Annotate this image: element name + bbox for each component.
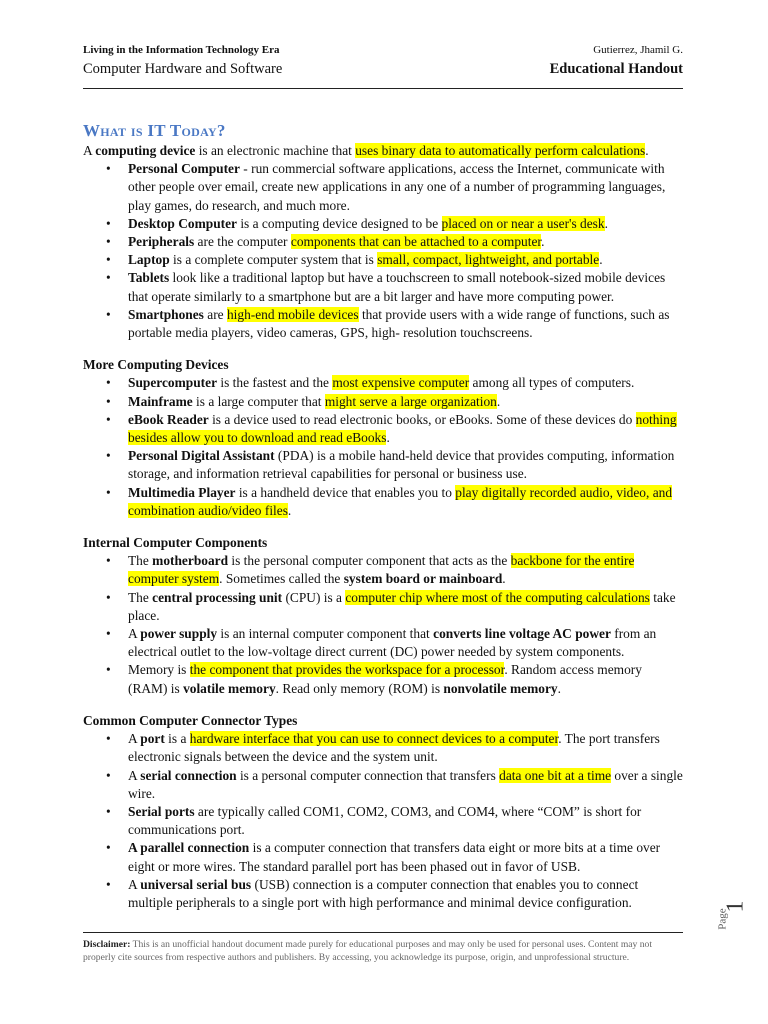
page-number xyxy=(716,893,750,943)
topic-title: Computer Hardware and Software xyxy=(83,61,283,77)
bullet-icon: • xyxy=(106,589,111,605)
section-heading: More Computing Devices xyxy=(83,357,229,373)
bullet-icon: • xyxy=(106,662,111,678)
bullet-icon: • xyxy=(106,252,111,268)
highlighted-text: small, compact, lightweight, and portable xyxy=(377,252,600,268)
text-run: (PDA) is a mobile hand-held device that provides computing, information storage, and information retrieval capabilities for personal or business use. xyxy=(128,448,675,482)
text-run: (CPU) is a xyxy=(282,589,346,605)
bullet-icon: • xyxy=(106,840,111,856)
text-run: is a personal computer connection that transfers xyxy=(236,767,500,783)
bold-term: Personal Computer xyxy=(128,161,240,177)
bullet-icon: • xyxy=(106,448,111,464)
bullet-icon: • xyxy=(106,484,111,500)
bold-term: Mainframe xyxy=(128,393,193,409)
bullet-icon: • xyxy=(106,553,111,569)
list-item xyxy=(83,215,683,233)
highlighted-text: the component that provides the workspace for a processor xyxy=(189,662,505,678)
text-run: . xyxy=(502,571,506,587)
text-run: (USB) connection is a computer connection that enables you to connect multiple peripherals to a single port with high performance and minimal device configuration. xyxy=(128,876,639,910)
disclaimer-label: Disclaimer: xyxy=(83,939,131,950)
text-run: is an electronic machine that xyxy=(195,143,356,158)
bullet-icon: • xyxy=(106,767,111,783)
bullet-icon: • xyxy=(106,626,111,642)
bold-term: central processing unit xyxy=(152,589,283,605)
text-run: is a computing device designed to be xyxy=(236,215,442,231)
bullet-icon: • xyxy=(106,215,111,231)
list-item xyxy=(83,233,683,251)
list-item xyxy=(83,393,683,411)
list-item xyxy=(83,839,683,875)
bold-term: Peripherals xyxy=(128,234,195,250)
highlighted-text: most expensive computer xyxy=(332,375,470,391)
text-run: . Random access memory (RAM) is xyxy=(128,662,642,696)
document-type: Educational Handout xyxy=(549,61,683,77)
text-run: is a xyxy=(164,731,190,747)
section-heading: Common Computer Connector Types xyxy=(83,712,298,728)
text-run: look like a traditional laptop but have a touchscreen to small notebook-sized mobile devices that operate similarly to a smartphone but are a bit larger and have more computing power. xyxy=(128,270,666,304)
bullet-icon: • xyxy=(106,375,111,391)
bold-term: motherboard xyxy=(152,553,229,569)
bullet-list xyxy=(83,160,683,342)
text-run: is a computer connection that transfers data eight or more bits at a time over eight or more wires. The standard parallel port has been phased out in favor of USB. xyxy=(128,840,661,874)
text-run: are typically called COM1, COM2, COM3, and COM4, where “COM” is short for communications port. xyxy=(128,803,642,838)
bold-term: Smartphones xyxy=(128,306,204,322)
section-heading: Internal Computer Components xyxy=(83,535,268,551)
bold-term: computing device xyxy=(95,143,196,158)
bullet-icon: • xyxy=(106,876,111,892)
list-item xyxy=(83,269,683,305)
highlighted-text: hardware interface that you can use to connect devices to a computer xyxy=(189,731,559,747)
highlighted-text: uses binary data to automatically perform calculations xyxy=(355,143,646,158)
text-run: . The port transfers electronic signals between the device and the system unit. xyxy=(128,731,660,765)
text-run: A xyxy=(128,876,141,892)
bullet-icon: • xyxy=(106,803,111,819)
list-item xyxy=(83,589,683,625)
page-label: Page xyxy=(716,908,729,930)
page-number-value: 1 xyxy=(722,900,749,913)
list-item xyxy=(83,552,683,588)
bold-term: Personal Digital Assistant xyxy=(128,448,275,464)
text-run: . xyxy=(557,680,561,696)
text-run: . xyxy=(599,252,603,268)
author-name: Gutierrez, Jhamil G. xyxy=(593,44,683,56)
course-title: Living in the Information Technology Era xyxy=(83,44,280,56)
text-run: over a single wire. xyxy=(128,767,683,801)
bold-term: volatile memory xyxy=(183,680,276,696)
list-item xyxy=(83,803,683,839)
bold-term: Laptop xyxy=(128,252,170,268)
highlighted-text: computer chip where most of the computing calculations xyxy=(345,589,650,605)
list-item xyxy=(83,661,683,697)
bold-term: Serial ports xyxy=(128,803,195,819)
page-title: What is IT Today? xyxy=(83,121,226,140)
page-header xyxy=(83,44,683,89)
bold-term: system board or mainboard xyxy=(343,571,503,587)
text-run: from an electrical outlet to the low-voltage direct current (DC) power needed by system components. xyxy=(128,626,657,660)
bold-term: Multimedia Player xyxy=(128,484,236,500)
text-run: that provide users with a wide range of functions, such as portable media players, video cameras, GPS, high- resolution touchscreens. xyxy=(128,306,670,341)
highlighted-text: nothing besides allow you to download and read eBooks xyxy=(128,411,677,446)
list-item xyxy=(83,160,683,215)
document-body xyxy=(83,120,683,912)
text-run: is a device used to read electronic books, or eBooks. Some of these devices do xyxy=(208,411,636,427)
bullet-icon: • xyxy=(106,270,111,286)
bullet-icon: • xyxy=(106,411,111,427)
list-item xyxy=(83,484,683,520)
text-run: are xyxy=(203,306,227,322)
text-run: among all types of computers. xyxy=(469,375,635,391)
text-run: . xyxy=(287,502,292,518)
list-item xyxy=(83,730,683,766)
bold-term: port xyxy=(140,731,165,747)
bold-term: Tablets xyxy=(128,270,170,286)
text-run: . xyxy=(541,234,545,250)
intro-paragraph xyxy=(83,142,683,160)
text-run: A xyxy=(128,767,141,783)
text-run: is an internal computer component that xyxy=(217,626,434,642)
list-item xyxy=(83,625,683,661)
highlighted-text: high-end mobile devices xyxy=(226,306,359,322)
text-run: - run commercial software applications, access the Internet, communicate with other people over email, create new applications in any one of a number of programming languages, play games, do research, and much more. xyxy=(128,161,666,213)
bullet-icon: • xyxy=(106,731,111,747)
bullet-list xyxy=(83,374,683,520)
bold-term: universal serial bus xyxy=(140,876,252,892)
text-run: is the personal computer component that acts as the xyxy=(228,553,511,569)
disclaimer xyxy=(83,932,683,965)
list-item xyxy=(83,876,683,912)
text-run: . Sometimes called the xyxy=(219,571,344,587)
highlighted-text: placed on or near a user's desk xyxy=(441,215,605,231)
text-run: The xyxy=(128,589,153,605)
text-run: . xyxy=(645,143,649,158)
bullet-list xyxy=(83,730,683,912)
text-run: A xyxy=(128,626,141,642)
text-run: are the computer xyxy=(194,234,291,250)
bold-term: A parallel connection xyxy=(128,840,250,856)
text-run: is the fastest and the xyxy=(217,375,333,391)
disclaimer-text: This is an unofficial handout document made purely for educational purposes and may only be used for personal uses. Content may not properly cite sources from respective authors and publishers. By accessing, you acknowledge its purpose, origin, and unprofessional structure. xyxy=(83,939,653,963)
list-item xyxy=(83,411,683,447)
text-run: . Read only memory (ROM) is xyxy=(275,680,444,696)
text-run: is a handheld device that enables you to xyxy=(235,484,456,500)
list-item xyxy=(83,447,683,483)
text-run: A xyxy=(83,143,96,158)
bold-term: nonvolatile memory xyxy=(443,680,558,696)
bold-term: eBook Reader xyxy=(128,411,209,427)
text-run: . xyxy=(386,430,390,446)
list-item xyxy=(83,306,683,342)
bullet-icon: • xyxy=(106,161,111,177)
list-item xyxy=(83,374,683,392)
highlighted-text: backbone for the entire computer system xyxy=(128,553,635,587)
list-item xyxy=(83,767,683,803)
bold-term: Supercomputer xyxy=(128,375,218,391)
text-run: is a large computer that xyxy=(192,393,325,409)
text-run: . xyxy=(496,393,501,409)
text-run: take place. xyxy=(128,589,676,623)
text-run: . xyxy=(604,215,608,231)
bold-term: Desktop Computer xyxy=(128,215,237,231)
bold-term: serial connection xyxy=(140,767,237,783)
bullet-icon: • xyxy=(106,393,111,409)
sections-container xyxy=(83,160,683,912)
bullet-list xyxy=(83,552,683,698)
highlighted-text: components that can be attached to a computer xyxy=(290,234,542,250)
text-run: The xyxy=(128,553,153,569)
bullet-icon: • xyxy=(106,306,111,322)
bold-term: power supply xyxy=(140,626,218,642)
text-run: Memory is xyxy=(128,662,190,678)
list-item xyxy=(83,251,683,269)
highlighted-text: data one bit at a time xyxy=(499,767,612,783)
highlighted-text: play digitally recorded audio, video, and combination audio/video files xyxy=(128,484,673,518)
text-run: A xyxy=(128,731,141,747)
text-run: is a complete computer system that is xyxy=(169,252,378,268)
highlighted-text: might serve a large organization xyxy=(324,393,497,409)
bold-term: converts line voltage AC power xyxy=(433,626,611,642)
bullet-icon: • xyxy=(106,234,111,250)
